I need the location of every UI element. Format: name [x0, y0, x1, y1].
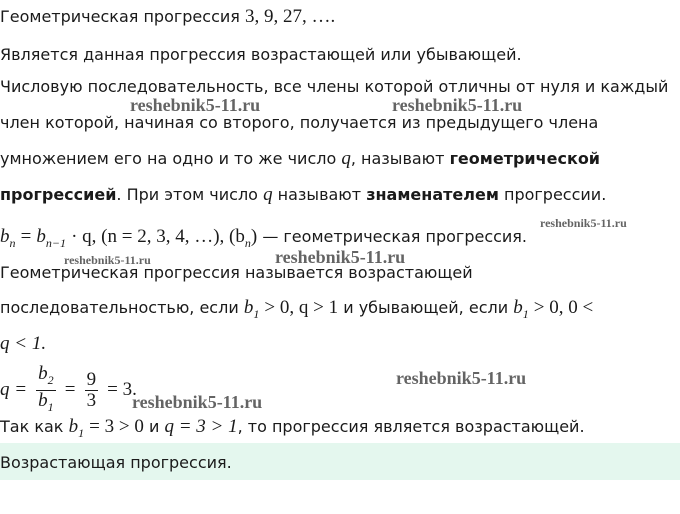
definition-line-3: умножением его на одно и то же число q, называют геометрической — [0, 148, 601, 169]
definition-line-1: Числовую последовательность, все члены которой отличны от нуля и каждый — [0, 77, 669, 96]
increasing-condition: > 0, q > 1 — [264, 297, 339, 318]
watermark: reshebnik5-11.ru — [64, 253, 151, 267]
watermark: reshebnik5-11.ru — [396, 368, 527, 388]
watermark: reshebnik5-11.ru — [392, 95, 523, 115]
fraction-9-3: $\frac{9}{3}$ — [86, 368, 97, 411]
watermark: reshebnik5-11.ru — [540, 216, 627, 230]
watermark: reshebnik5-11.ru — [130, 95, 261, 115]
monotonic-line-3: q < 1. — [0, 333, 47, 354]
formula-line: $b_n = b_{n-1} \cdot q$, (n = 2, 3, 4, …), $(b_n)$ — геометрическая прогрессия. — [0, 226, 528, 250]
term-geometric: геометрической — [449, 149, 601, 168]
term-denominator: знаменателем — [366, 185, 499, 204]
formula-body: · q, (n = 2, 3, 4, …), (b — [71, 226, 245, 247]
intro-line — [0, 6, 335, 28]
watermark: reshebnik5-11.ru — [275, 247, 406, 267]
answer-text: Возрастающая прогрессия. — [0, 453, 232, 472]
calculation: q = $\frac{b_2}{b_1}$ = $\frac{9}{3}$ = 3. — [0, 364, 137, 417]
answer-box — [0, 443, 680, 480]
watermark: reshebnik5-11.ru — [132, 392, 263, 412]
definition-line-2: член которой, начиная со второго, получается из предыдущего члена — [0, 113, 599, 132]
calc-result: = 3. — [107, 378, 137, 400]
term-progression: прогрессией — [0, 185, 117, 204]
intro-text: Геометрическая прогрессия — [0, 7, 240, 26]
monotonic-line-2: последовательностью, если $b_1 > 0$, q > 1 и убывающей, если $b_1 > 0$, 0 < — [0, 297, 594, 321]
conclusion: Так как $b_1 = 3 > 0$ и q = 3 > 1, то прогрессия является возрастающей. — [0, 416, 585, 440]
question: Является данная прогрессия возрастающей или убывающей. — [0, 45, 522, 64]
definition-line-4: прогрессией. При этом число q называют знаменателем прогрессии. — [0, 184, 607, 205]
monotonic-line-1: Геометрическая прогрессия называется возрастающей — [0, 263, 473, 282]
decreasing-condition: > 0, 0 < — [533, 297, 594, 318]
fraction-b2-b1: $\frac{b_2}{b_1}$ — [38, 363, 54, 414]
sequence: 3, 9, 27, …. — [244, 6, 336, 27]
formula-desc: — геометрическая прогрессия. — [262, 227, 528, 246]
